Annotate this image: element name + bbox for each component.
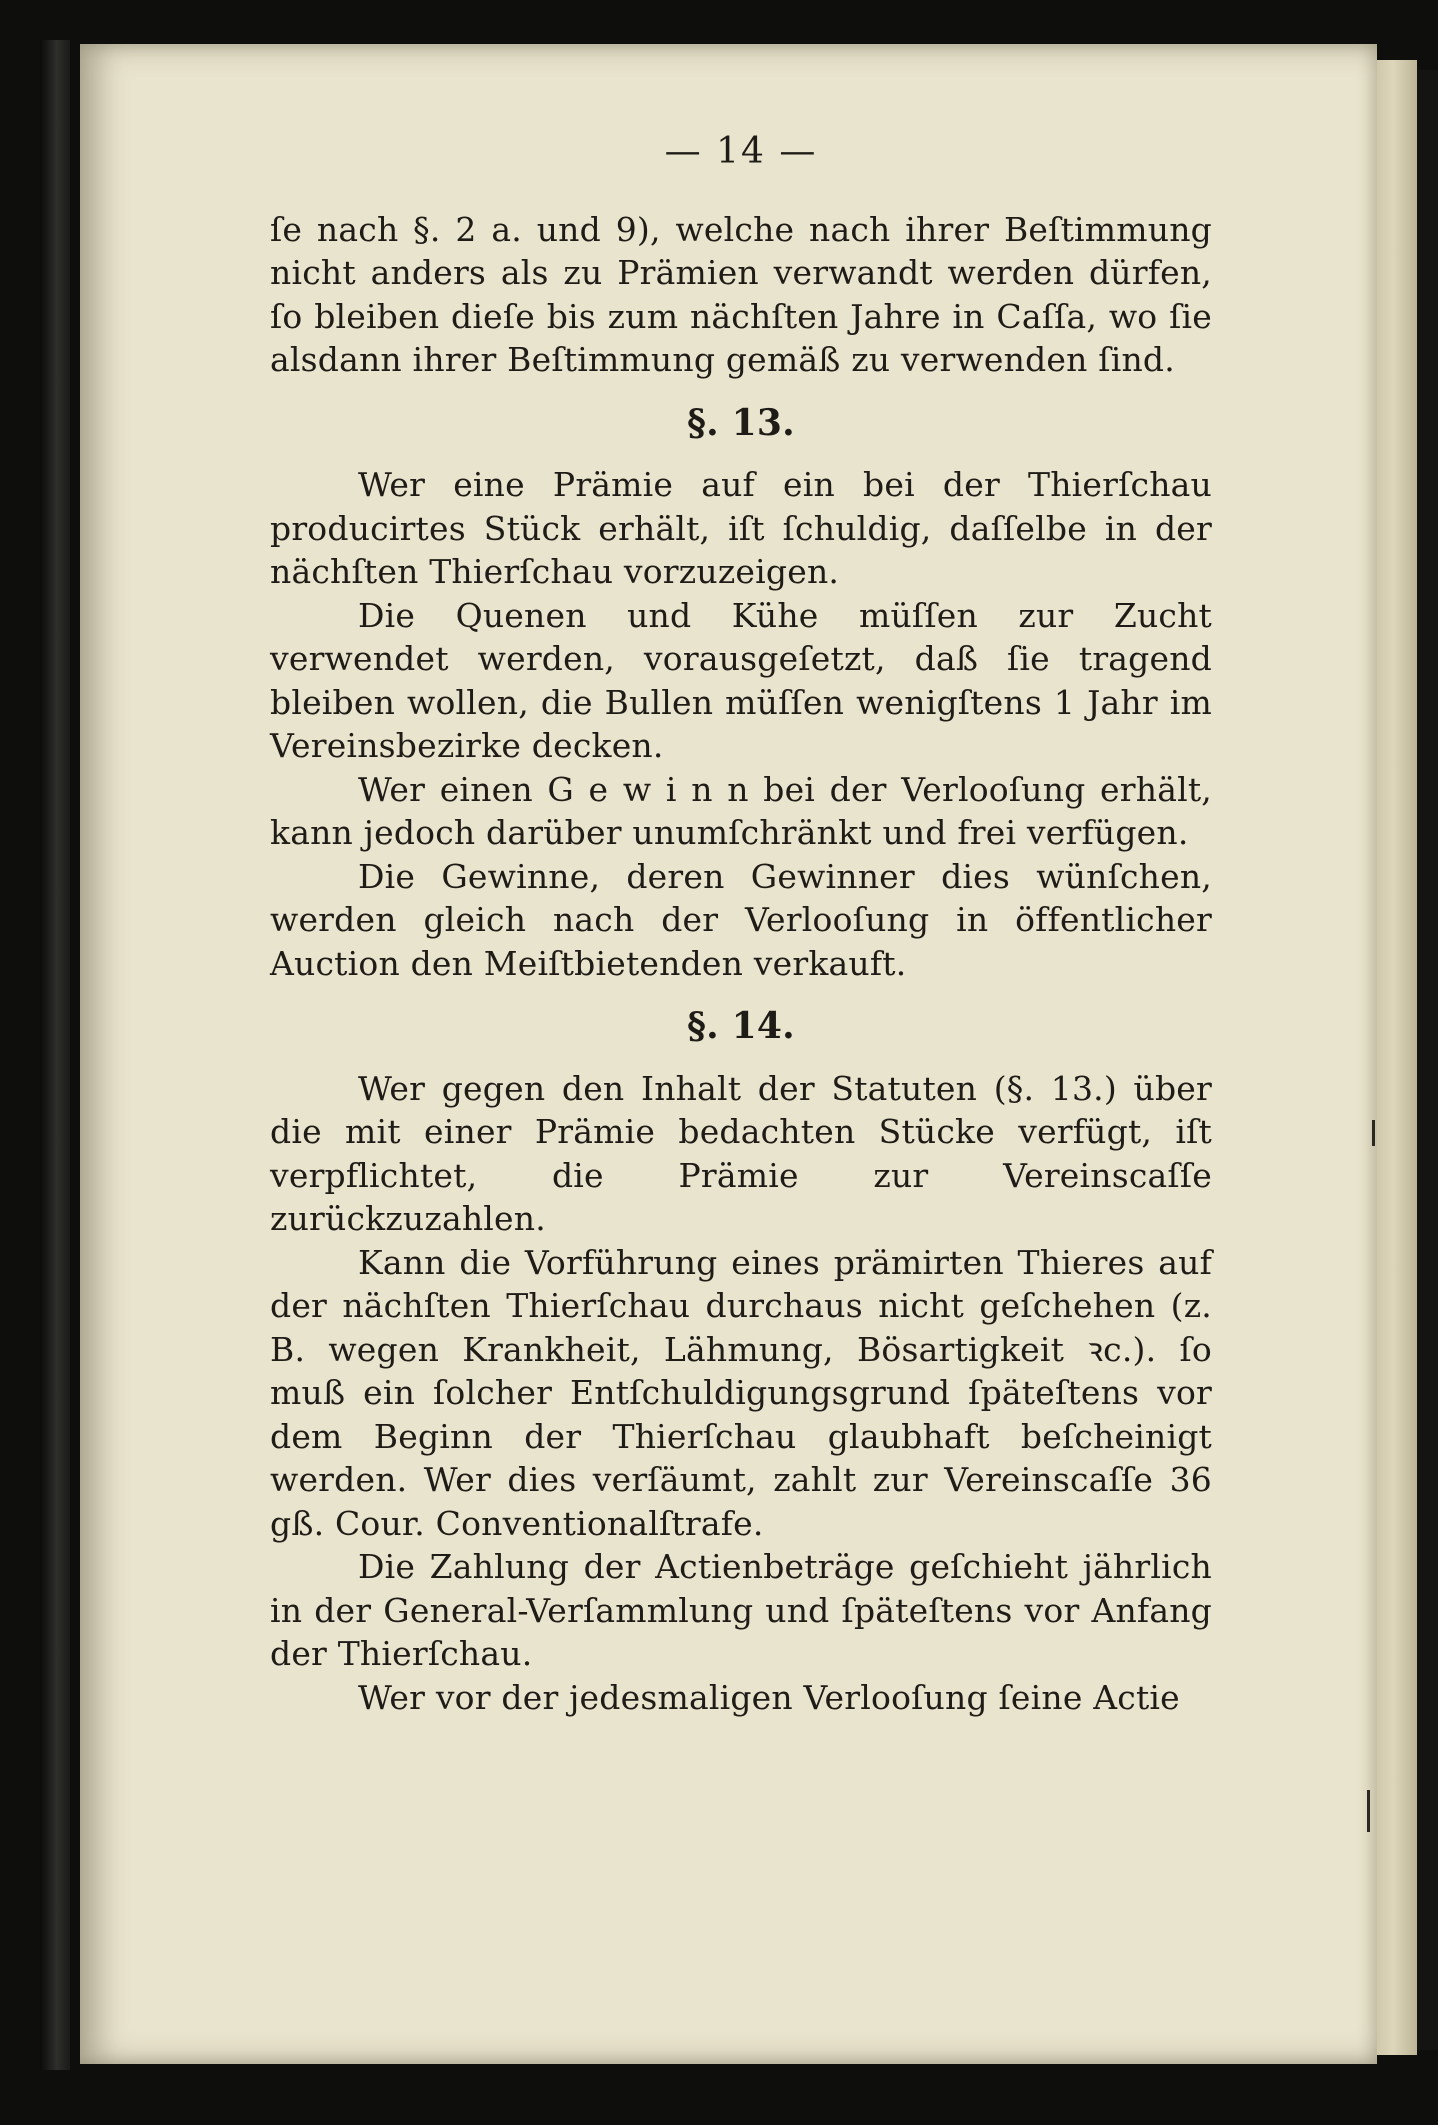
section-heading-14: §. 14. <box>687 1005 795 1047</box>
paragraph-continuation: ſe nach §. 2 a. und 9), welche nach ihrer Beſtimmung nicht anders als zu Prämien verwandt werden dürfen, ſo bleiben dieſe bis zum nächſten Jahre in Caſſa, wo ſie alsdann ihrer Beſtimmung gemäß zu verwenden ſind. <box>270 209 1212 379</box>
paragraph: Die Quenen und Kühe müſſen zur Zucht verwendet werden, vorausgeſetzt, daß ſie tragend bleiben wollen, die Bullen müſſen wenigſtens 1 Jahr im Vereinsbezirke decken. <box>270 595 1212 765</box>
section-heading-13: §. 13. <box>687 401 795 444</box>
book-spine <box>40 40 70 2070</box>
paragraph: Wer eine Prämie auf ein bei der Thierſchau producirtes Stück erhält, iſt ſchuldig, daſſelbe in der nächſten Thierſchau vorzuzeigen. <box>270 465 1212 591</box>
margin-speck <box>1367 1790 1370 1832</box>
paragraph: Die Gewinne, deren Gewinner dies wünſchen, werden gleich nach der Verlooſung in öffentlicher Auction den Meiſtbietenden verkauft. <box>270 856 1212 983</box>
paragraph: Wer gegen den Inhalt der Statuten (§. 13.) über die mit einer Prämie bedachten Stücke verfügt, iſt verpflichtet, die Prämie zur Vereinscaſſe zurückzuzahlen. <box>270 1068 1212 1238</box>
page-edge <box>1377 60 1417 2055</box>
paragraph: Kann die Vorführung eines prämirten Thieres auf der nächſten Thierſchau durchaus nicht geſchehen (z. B. wegen Krankheit, Lähmung, Bösartigkeit ꝛc.). ſo muß ein ſolcher Entſchuldigungsgrund ſpäteſtens vor dem Beginn der Thierſchau glaubhaft beſcheinigt werden. Wer dies verſäumt, zahlt zur Vereinscaſſe 36 gß. Cour. Conventionalſtrafe. <box>270 1242 1212 1543</box>
page-text <box>270 130 1212 1719</box>
paragraph: Die Zahlung der Actienbeträge geſchieht jährlich in der General-Verſammlung und ſpäteſtens vor Anfang der Thierſchau. <box>270 1547 1212 1673</box>
margin-speck <box>1372 1120 1375 1146</box>
page-number: — 14 — <box>664 131 818 172</box>
paragraph: Wer einen G e w i n n bei der Verlooſung erhält, kann jedoch darüber unumſchränkt und frei verfügen. <box>270 769 1212 852</box>
paragraph: Wer vor der jedesmaligen Verlooſung ſeine Actie <box>358 1677 1180 1717</box>
page-edge-shadow <box>1417 70 1438 2050</box>
